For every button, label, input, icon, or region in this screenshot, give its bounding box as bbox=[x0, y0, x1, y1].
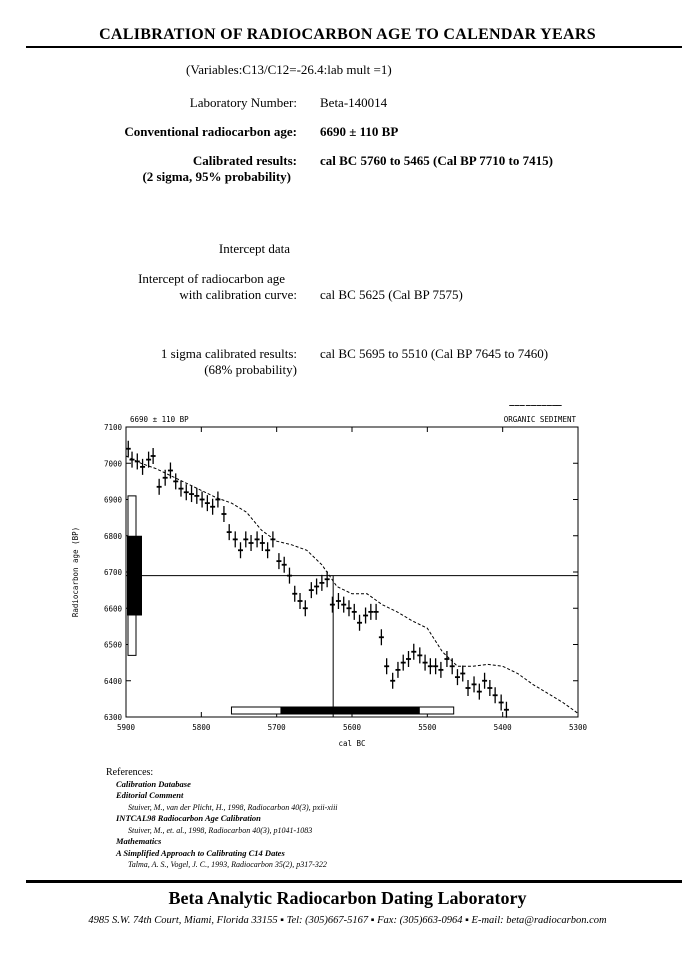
intercept-value: cal BC 5625 (Cal BP 7575) bbox=[320, 287, 463, 302]
data-point bbox=[477, 684, 482, 700]
plot-frame bbox=[126, 427, 578, 717]
intercept-label-1: Intercept of radiocarbon age bbox=[138, 271, 285, 286]
data-point bbox=[499, 695, 504, 711]
conventional-age-label: Conventional radiocarbon age: bbox=[124, 124, 297, 139]
x-tick-label: 5600 bbox=[342, 723, 362, 732]
data-point bbox=[384, 658, 389, 674]
top-rule bbox=[26, 46, 682, 48]
y-axis-label: Radiocarbon age (BP) bbox=[71, 526, 80, 618]
reference-cite: Talma, A. S., Vogel, J. C., 1993, Radiocarbon 35(2), p317-322 bbox=[128, 860, 327, 869]
data-point bbox=[173, 473, 178, 489]
data-point bbox=[368, 604, 373, 620]
data-point bbox=[243, 531, 248, 547]
data-point bbox=[401, 655, 406, 671]
data-point bbox=[423, 655, 428, 671]
data-point bbox=[363, 608, 368, 624]
data-point bbox=[379, 629, 384, 645]
variables-text: (Variables:C13/C12=-26.4:lab mult =1) bbox=[186, 62, 392, 77]
intercept-heading: Intercept data bbox=[218, 241, 290, 256]
data-point bbox=[455, 669, 460, 685]
calibrated-sublabel: (2 sigma, 95% probability) bbox=[142, 169, 291, 184]
x-tick-label: 5400 bbox=[493, 723, 512, 732]
data-point bbox=[346, 600, 351, 616]
y-tick-label: 6700 bbox=[103, 568, 122, 577]
x-tick-label: 5800 bbox=[192, 723, 211, 732]
data-point bbox=[493, 687, 498, 703]
data-point bbox=[282, 557, 287, 573]
data-point bbox=[395, 662, 400, 678]
x-axis-label: cal BC bbox=[338, 739, 366, 748]
reference-label: Editorial Comment bbox=[116, 790, 184, 800]
data-point bbox=[319, 575, 324, 591]
y-tick-label: 6600 bbox=[103, 604, 122, 614]
reference-label: A Simplified Approach to Calibrating C14 Dates bbox=[116, 847, 285, 858]
data-point bbox=[140, 459, 145, 475]
data-point bbox=[298, 593, 303, 609]
data-point bbox=[374, 604, 379, 620]
data-point bbox=[433, 658, 438, 674]
one-sigma-label-1: 1 sigma calibrated results: bbox=[160, 346, 297, 361]
data-point bbox=[444, 651, 449, 667]
reference-label: Mathematics bbox=[116, 836, 162, 846]
y-tick-label: 7000 bbox=[103, 459, 122, 469]
data-point bbox=[357, 615, 362, 631]
data-point bbox=[194, 488, 199, 504]
data-point bbox=[126, 441, 131, 457]
calibration-chart bbox=[70, 405, 610, 760]
x-tick-label: 5700 bbox=[267, 723, 286, 732]
data-point bbox=[265, 542, 270, 558]
y-tick-label: 6400 bbox=[103, 676, 122, 686]
data-point bbox=[178, 481, 183, 497]
data-point bbox=[466, 680, 471, 696]
intercept-label-2: with calibration curve: bbox=[179, 287, 297, 302]
data-point bbox=[472, 676, 477, 692]
data-point bbox=[417, 647, 422, 663]
data-point bbox=[189, 486, 194, 502]
calibrated-value: cal BC 5760 to 5465 (Cal BP 7710 to 7415) bbox=[320, 153, 553, 168]
one-sigma-label-2: (68% probability) bbox=[204, 362, 297, 377]
data-point bbox=[406, 651, 411, 667]
y-tick-label: 6300 bbox=[103, 713, 122, 722]
data-point bbox=[460, 666, 465, 682]
reference-label: Calibration Database bbox=[116, 778, 191, 789]
cal-1sigma-bar bbox=[280, 707, 419, 714]
data-point bbox=[303, 600, 308, 616]
one-sigma-value: cal BC 5695 to 5510 (Cal BP 7645 to 7460) bbox=[320, 346, 549, 361]
data-point bbox=[428, 658, 433, 674]
x-tick-label: 5500 bbox=[418, 723, 437, 732]
data-point bbox=[287, 568, 292, 584]
data-point bbox=[205, 495, 210, 511]
data-point bbox=[227, 524, 232, 540]
lab-number-label: Laboratory Number: bbox=[189, 95, 297, 110]
data-point bbox=[270, 531, 275, 547]
data-point bbox=[292, 586, 297, 602]
references bbox=[106, 767, 338, 871]
data-point bbox=[135, 453, 140, 469]
data-point bbox=[157, 479, 162, 495]
data-point bbox=[215, 492, 220, 508]
data-point bbox=[330, 597, 335, 613]
chart-title-right: ORGANIC SEDIMENT bbox=[503, 415, 576, 424]
data-point bbox=[438, 662, 443, 678]
data-point bbox=[260, 535, 265, 551]
data-point bbox=[151, 448, 156, 464]
conventional-age-value: 6690 ± 110 BP bbox=[320, 124, 399, 139]
data-point bbox=[504, 702, 509, 718]
y-tick-label: 7100 bbox=[103, 423, 122, 432]
x-tick-label: 5900 bbox=[116, 723, 136, 732]
chart-title-left: 6690 ± 110 BP bbox=[130, 415, 189, 424]
data-point bbox=[482, 673, 487, 689]
references-heading: References: bbox=[106, 767, 154, 778]
data-point bbox=[130, 452, 135, 468]
reference-label: INTCAL98 Radiocarbon Age Calibration bbox=[116, 813, 261, 823]
data-point bbox=[184, 484, 189, 500]
page-title: CALIBRATION OF RADIOCARBON AGE TO CALENDAR YEARS bbox=[99, 26, 596, 43]
data-point bbox=[325, 571, 330, 587]
data-point bbox=[200, 492, 205, 508]
data-point bbox=[341, 597, 346, 613]
data-point bbox=[210, 499, 215, 515]
data-point bbox=[411, 644, 416, 660]
lab-address: 4985 S.W. 74th Court, Miami, Florida 33155 ▪ Tel: (305)667-5167 ▪ Fax: (305)663-0964 ▪ E-mail: beta@radiocarbon.com bbox=[88, 915, 607, 926]
y-tick-label: 6800 bbox=[103, 531, 122, 541]
y-tick-label: 6900 bbox=[103, 495, 122, 505]
data-point bbox=[233, 531, 238, 547]
bottom-rule bbox=[26, 880, 682, 883]
data-point bbox=[487, 680, 492, 696]
data-point bbox=[314, 579, 319, 595]
data-point bbox=[450, 658, 455, 674]
data-point bbox=[249, 535, 254, 551]
data-point bbox=[336, 593, 341, 609]
reference-cite: Stuiver, M., et. al., 1998, Radiocarbon 40(3), p1041-1083 bbox=[128, 825, 313, 835]
data-point bbox=[276, 553, 281, 569]
y-tick-label: 6500 bbox=[103, 640, 122, 650]
data-point bbox=[238, 542, 243, 558]
data-point bbox=[390, 673, 395, 689]
reference-cite: Stuiver, M., van der Plicht, H., 1998, Radiocarbon 40(3), pxii-xiii bbox=[128, 802, 338, 812]
calibrated-label: Calibrated results: bbox=[192, 153, 297, 168]
data-point bbox=[352, 604, 357, 620]
data-point bbox=[309, 582, 314, 598]
data-point bbox=[221, 506, 226, 522]
lab-number-value: Beta-140014 bbox=[320, 95, 388, 110]
data-point bbox=[255, 531, 260, 547]
x-tick-label: 5300 bbox=[568, 723, 588, 732]
lab-name: Beta Analytic Radiocarbon Dating Laboratory bbox=[168, 888, 527, 908]
